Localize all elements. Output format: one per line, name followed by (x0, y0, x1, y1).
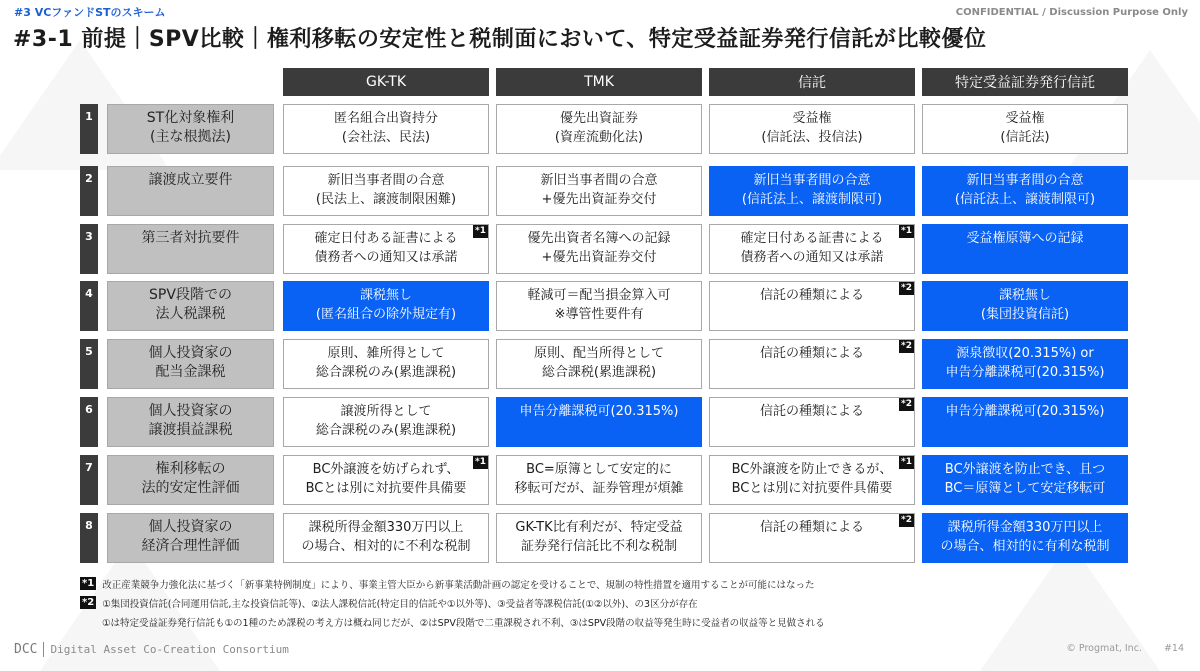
row-label-line: 譲渡成立要件 (148, 172, 233, 188)
table-cell (709, 224, 915, 274)
row-number: 6 (80, 397, 98, 447)
footnote-text: ①集団投資信託(合同運用信託,主な投資信託等)、②法人課税信託(特定目的信託や①以外等)、③受益者等課税信託(①②以外)、の3区分が存在 (102, 598, 698, 610)
cell-line (710, 537, 914, 556)
cell-line: ※導管性要件有 (554, 307, 644, 322)
column-header: 特定受益証券発行信託 (922, 68, 1128, 96)
footnote-marker: *1 (901, 457, 912, 467)
highlighted-cell (496, 397, 702, 447)
cell-line: 受益権 (792, 111, 832, 126)
highlighted-cell (922, 281, 1128, 331)
table-cell (922, 104, 1128, 154)
column-header: TMK (496, 68, 702, 96)
row-label (107, 513, 274, 563)
table-cell (283, 455, 489, 505)
cell-line: BC＝原簿として安定移転可 (944, 481, 1106, 496)
table-cell (496, 224, 702, 274)
table-cell (496, 281, 702, 331)
table-cell (283, 339, 489, 389)
cell-line: 債務者への通知又は承諾 (314, 250, 458, 265)
highlighted-cell (922, 455, 1128, 505)
confidential-label: CONFIDENTIAL / Discussion Purpose Only (955, 7, 1188, 18)
cell-line: 課税所得金額330万円以上 (947, 520, 1103, 535)
footnote (80, 612, 825, 631)
cell-line: 確定日付ある証書による (740, 231, 884, 246)
table-cell (283, 224, 489, 274)
row-label (107, 455, 274, 505)
footer-org (14, 642, 289, 657)
table-cell (283, 513, 489, 563)
cell-line: 移転可だが、証券管理が煩雑 (514, 481, 684, 496)
row-label (107, 397, 274, 447)
cell-line: (資産流動化法) (554, 130, 644, 145)
cell-line: 匿名組合出資持分 (333, 111, 438, 126)
cell-line: (信託法上、譲渡制限可) (954, 192, 1096, 207)
footnote-badge: *2 (82, 597, 95, 608)
section-label: #3 VCファンドSTのスキーム (14, 6, 166, 19)
footnote-text: ①は特定受益証券発行信託も①の1種のため課税の考え方は概ね同じだが、②はSPV段階で二重課税され不利、③はSPV段階の収益等発生時に受益者の収益等と見做される (102, 617, 825, 629)
table-row (80, 513, 1130, 563)
table-cell (709, 104, 915, 154)
table-cell (709, 513, 915, 563)
org-full-name: Digital Asset Co-Creation Consortium (50, 643, 289, 656)
row-label-line: 個人投資家の (148, 345, 233, 361)
row-number: 7 (80, 455, 98, 505)
cell-line: 債務者への通知又は承諾 (740, 250, 884, 265)
cell-line: (信託法、投信法) (761, 130, 863, 145)
row-label-line: (主な根拠法) (150, 129, 231, 145)
cell-line: 申告分離課税可(20.315%) (945, 404, 1105, 419)
table-cell (496, 104, 702, 154)
footnote-marker: *2 (901, 341, 912, 351)
row-number: 8 (80, 513, 98, 563)
footnotes (80, 574, 825, 631)
cell-line: 申告分離課税可(20.315%) (945, 365, 1105, 380)
highlighted-cell (283, 281, 489, 331)
cell-line: 信託の種類による (759, 288, 864, 303)
cell-line: 新旧当事者間の合意 (753, 173, 871, 188)
row-label-line: 個人投資家の (148, 519, 233, 535)
cell-line: BC外譲渡を防止できるが、 (731, 462, 893, 477)
cell-line: 申告分離課税可(20.315%) (519, 404, 679, 419)
page-number: #14 (1163, 643, 1184, 654)
cell-line (710, 363, 914, 382)
row-label (107, 224, 274, 274)
table-cell (283, 166, 489, 216)
table-row (80, 397, 1130, 447)
cell-line: 信託の種類による (759, 520, 864, 535)
table-cell (709, 397, 915, 447)
table-cell (709, 281, 915, 331)
page-title: #3-1 前提｜SPV比較｜権利移転の安定性と税制面において、特定受益証券発行信託が比較優位 (13, 27, 987, 52)
table-row (80, 104, 1130, 154)
cell-line (923, 421, 1127, 440)
table-row (80, 224, 1130, 274)
table-row (80, 339, 1130, 389)
cell-line: (信託法上、譲渡制限可) (741, 192, 883, 207)
row-number: 1 (80, 104, 98, 154)
table-cell (496, 339, 702, 389)
row-label-line: 法的安定性評価 (141, 480, 240, 496)
footnote-badge: *1 (82, 578, 95, 589)
row-label-line: 第三者対抗要件 (141, 230, 240, 246)
cell-line: 総合課税のみ(累進課税) (315, 423, 457, 438)
cell-line: BC=原簿として安定的に (526, 462, 672, 477)
row-number: 5 (80, 339, 98, 389)
table-cell (283, 397, 489, 447)
footnote-marker: *1 (475, 457, 486, 467)
cell-line: 総合課税(累進課税) (541, 365, 657, 380)
cell-line: BC外譲渡を防止でき、且つ (944, 462, 1106, 477)
row-label (107, 281, 274, 331)
footnote-marker: *1 (901, 226, 912, 236)
cell-line: 証券発行信託比不利な税制 (520, 539, 677, 554)
footnote-marker: *2 (901, 399, 912, 409)
cell-line: 課税無し (998, 288, 1051, 303)
table-cell (496, 166, 702, 216)
table-row (80, 166, 1130, 216)
cell-line: BCとは別に対抗要件具備要 (731, 481, 893, 496)
row-label-line: 経済合理性評価 (141, 538, 240, 554)
cell-line: (匿名組合の除外規定有) (315, 307, 457, 322)
table-row (80, 281, 1130, 331)
row-number: 2 (80, 166, 98, 216)
row-label-line: SPV段階での (149, 287, 232, 303)
highlighted-cell (922, 166, 1128, 216)
row-label-line: 配当金課税 (155, 364, 226, 380)
cell-line: 信託の種類による (759, 346, 864, 361)
row-label-line: 権利移転の (155, 461, 226, 477)
table-row (80, 455, 1130, 505)
cell-line: 源泉徴収(20.315%) or (956, 346, 1094, 361)
cell-line (710, 305, 914, 324)
row-label-line: 法人税課税 (155, 306, 226, 322)
org-short-name: DCC (14, 642, 38, 657)
cell-line: 受益権原簿への記録 (966, 231, 1084, 246)
cell-line: (信託法) (1000, 130, 1050, 145)
footnote-text: 改正産業競争力強化法に基づく「新事業特例制度」により、事業主管大臣から新事業活動計画の認定を受けることで、規制の特性措置を適用することが可能にはなった (102, 579, 815, 591)
highlighted-cell (709, 166, 915, 216)
cell-line (710, 421, 914, 440)
footnote-marker: *1 (475, 226, 486, 236)
footnote-marker: *2 (901, 515, 912, 525)
cell-line: 優先出資証券 (559, 111, 638, 126)
cell-line: の場合、相対的に不利な税制 (301, 539, 471, 554)
row-label (107, 104, 274, 154)
cell-line: GK-TK比有利だが、特定受益 (515, 520, 683, 535)
cell-line: (会社法、民法) (341, 130, 431, 145)
row-label-line (108, 190, 273, 209)
row-label-line: 譲渡損益課税 (148, 422, 233, 438)
cell-line: 原則、雑所得として (327, 346, 445, 361)
highlighted-cell (922, 339, 1128, 389)
cell-line: +優先出資証券交付 (541, 250, 657, 265)
footer-right (1066, 643, 1184, 654)
highlighted-cell (922, 513, 1128, 563)
cell-line: 受益権 (1005, 111, 1045, 126)
divider (43, 642, 44, 657)
table-cell (496, 513, 702, 563)
cell-line: 課税所得金額330万円以上 (308, 520, 464, 535)
column-header: 信託 (709, 68, 915, 96)
footnote (80, 574, 825, 593)
row-label-line (108, 248, 273, 267)
footnote (80, 593, 825, 612)
row-label (107, 166, 274, 216)
cell-line: 優先出資者名簿への記録 (527, 231, 671, 246)
cell-line: 信託の種類による (759, 404, 864, 419)
column-header: GK-TK (283, 68, 489, 96)
row-label-line: ST化対象権利 (146, 110, 235, 126)
cell-line: の場合、相対的に有利な税制 (940, 539, 1110, 554)
cell-line: 課税無し (359, 288, 412, 303)
footnote-marker: *2 (901, 283, 912, 293)
table-cell (709, 339, 915, 389)
cell-line: 確定日付ある証書による (314, 231, 458, 246)
table-cell (496, 455, 702, 505)
cell-line: +優先出資証券交付 (541, 192, 657, 207)
cell-line: (集団投資信託) (980, 307, 1070, 322)
cell-line (497, 421, 701, 440)
cell-line: BCとは別に対抗要件具備要 (305, 481, 467, 496)
cell-line: (民法上、譲渡制限困難) (315, 192, 457, 207)
cell-line (923, 248, 1127, 267)
cell-line: 新旧当事者間の合意 (540, 173, 658, 188)
row-number: 4 (80, 281, 98, 331)
cell-line: 軽減可＝配当損金算入可 (527, 288, 671, 303)
highlighted-cell (922, 224, 1128, 274)
cell-line: 譲渡所得として (340, 404, 432, 419)
row-number: 3 (80, 224, 98, 274)
cell-line: 新旧当事者間の合意 (327, 173, 445, 188)
row-label (107, 339, 274, 389)
row-label-line: 個人投資家の (148, 403, 233, 419)
table-cell (709, 455, 915, 505)
highlighted-cell (922, 397, 1128, 447)
cell-line: BC外譲渡を妨げられず、 (312, 462, 460, 477)
table-cell (283, 104, 489, 154)
cell-line: 総合課税のみ(累進課税) (315, 365, 457, 380)
cell-line: 新旧当事者間の合意 (966, 173, 1084, 188)
cell-line: 原則、配当所得として (533, 346, 664, 361)
copyright: © Progmat, Inc. (1066, 643, 1142, 654)
